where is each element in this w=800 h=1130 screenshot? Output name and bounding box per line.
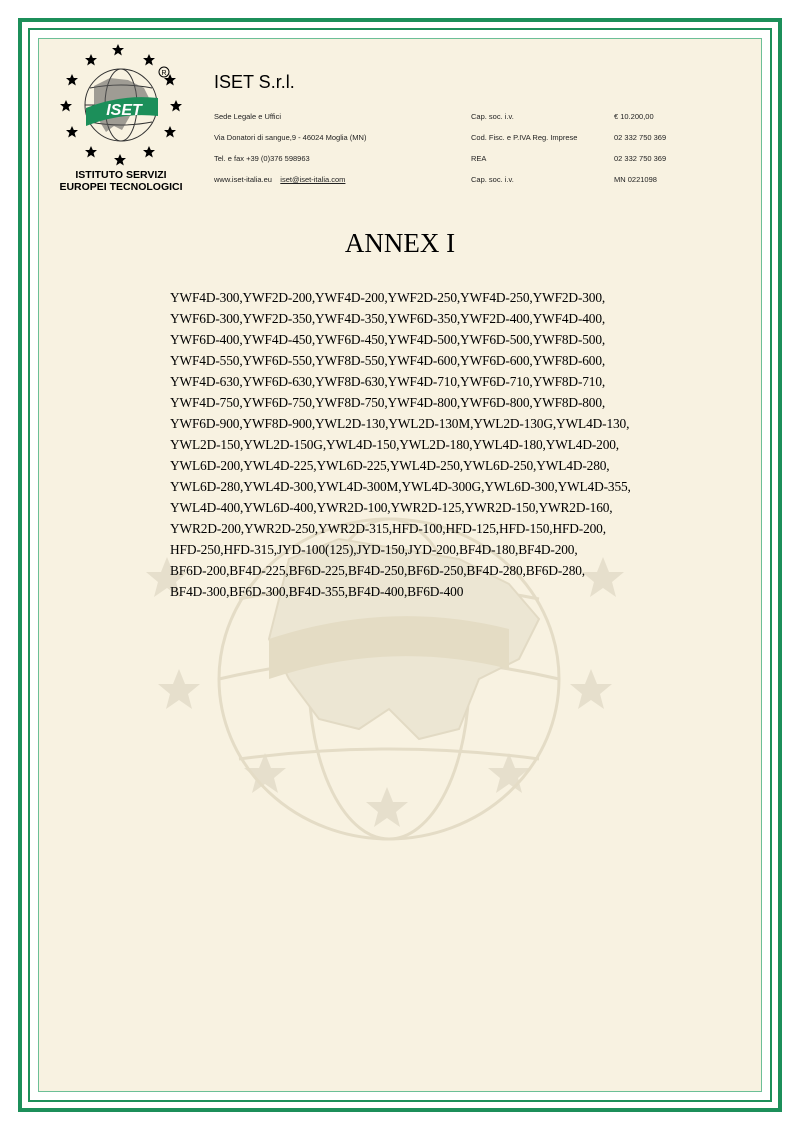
- capital-label-2: Cap. soc. i.v.: [471, 175, 514, 184]
- logo-star-icon: [143, 146, 155, 158]
- model-list-line: BF6D-200,BF4D-225,BF6D-225,BF4D-250,BF6D-250,BF4D-280,BF6D-280,: [170, 563, 586, 578]
- model-list-line: YWR2D-200,YWR2D-250,YWR2D-315,HFD-100,HFD-125,HFD-150,HFD-200,: [170, 521, 606, 536]
- logo-star-icon: [85, 54, 97, 66]
- website-link[interactable]: www.iset-italia.eu: [214, 175, 272, 184]
- capital-label: Cap. soc. i.v.: [471, 112, 514, 121]
- svg-text:ISET: ISET: [106, 102, 142, 119]
- logo-star-icon: [66, 74, 78, 86]
- office-label: Sede Legale e Uffici: [214, 112, 281, 121]
- annex-title: ANNEX I: [344, 228, 456, 258]
- model-list-line: YWF6D-400,YWF4D-450,YWF6D-450,YWF4D-500,YWF6D-500,YWF8D-500,: [170, 332, 606, 347]
- company-name: ISET S.r.l.: [214, 72, 295, 92]
- phone: Tel. e fax +39 (0)376 598963: [214, 154, 310, 163]
- model-list-line: YWL4D-400,YWL6D-400,YWR2D-100,YWR2D-125,YWR2D-150,YWR2D-160,: [170, 500, 613, 515]
- model-list-line: YWF4D-630,YWF6D-630,YWF8D-630,YWF4D-710,YWF6D-710,YWF8D-710,: [170, 374, 606, 389]
- contacts-line: [214, 175, 345, 184]
- logo-star-icon: [164, 126, 176, 138]
- model-list-line: BF4D-300,BF6D-300,BF4D-355,BF4D-400,BF6D-400: [170, 584, 464, 599]
- logo-star-icon: [170, 100, 182, 112]
- logo-star-icon: [143, 54, 155, 66]
- logo-star-icon: [66, 126, 78, 138]
- watermark-star-icon: [570, 669, 612, 709]
- model-list-line: YWL2D-150,YWL2D-150G,YWL4D-150,YWL2D-180,YWL4D-180,YWL4D-200,: [170, 437, 620, 452]
- address: Via Donatori di sangue,9 - 46024 Moglia (MN): [214, 133, 367, 142]
- svg-text:R: R: [161, 70, 167, 77]
- model-list-line: YWF6D-900,YWF8D-900,YWL2D-130,YWL2D-130M,YWL2D-130G,YWL4D-130,: [170, 416, 630, 431]
- model-list-line: YWL6D-200,YWL4D-225,YWL6D-225,YWL4D-250,YWL6D-250,YWL4D-280,: [170, 458, 610, 473]
- model-list-line: YWF4D-750,YWF6D-750,YWF8D-750,YWF4D-800,YWF6D-800,YWF8D-800,: [170, 395, 606, 410]
- logo-caption-line: ISTITUTO SERVIZI: [75, 169, 167, 181]
- model-list-line: YWL6D-280,YWL4D-300,YWL4D-300M,YWL4D-300G,YWL6D-300,YWL4D-355,: [170, 479, 631, 494]
- model-list-line: YWF4D-550,YWF6D-550,YWF8D-550,YWF4D-600,YWF6D-600,YWF8D-600,: [170, 353, 606, 368]
- logo-star-icon: [85, 146, 97, 158]
- model-list-line: HFD-250,HFD-315,JYD-100(125),JYD-150,JYD-200,BF4D-180,BF4D-200,: [170, 542, 578, 557]
- logo-star-icon: [112, 44, 124, 56]
- model-list-line: YWF6D-300,YWF2D-350,YWF4D-350,YWF6D-350,YWF2D-400,YWF4D-400,: [170, 311, 606, 326]
- logo-caption-line: EUROPEI TECNOLOGICI: [59, 181, 183, 193]
- tax-code-label: Cod. Fisc. e P.IVA Reg. Imprese: [471, 133, 578, 142]
- logo-star-icon: [114, 154, 126, 166]
- email-link[interactable]: iset@iset-italia.com: [280, 175, 346, 184]
- rea-value: 02 332 750 369: [614, 154, 667, 163]
- logo-caption: [52, 169, 190, 193]
- watermark-star-icon: [366, 787, 408, 827]
- watermark-star-icon: [158, 669, 200, 709]
- rea-label: REA: [471, 154, 487, 163]
- watermark-star-icon: [488, 753, 530, 793]
- model-list-line: YWF4D-300,YWF2D-200,YWF4D-200,YWF2D-250,YWF4D-250,YWF2D-300,: [170, 290, 606, 305]
- capital-value: € 10.200,00: [614, 112, 654, 121]
- model-list: [170, 287, 700, 602]
- registration-value: MN 0221098: [614, 175, 657, 184]
- tax-code-value: 02 332 750 369: [614, 133, 667, 142]
- logo-star-icon: [60, 100, 72, 112]
